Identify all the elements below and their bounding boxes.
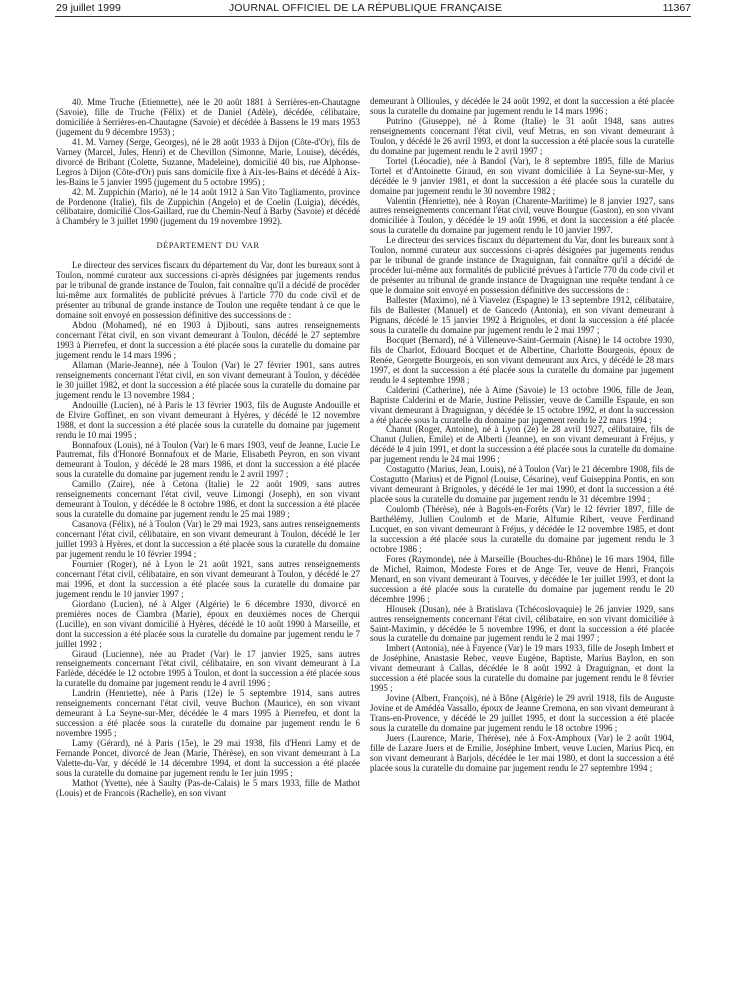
paragraph: Giordano (Lucien), né à Alger (Algérie) le 6 décembre 1930, divorcé en premières noces de Ciambra (Marie), époux en deuxièmes noces de Cherqui (Lucille), en son vivant domicilié à Hyères, décédé le 10 août 1990 à Marseille, et dont la succession a été placée sous la curatelle du domaine par jugement rendu le 7 juillet 1992 ; — [56, 598, 360, 649]
paragraph: Calderini (Catherine), née à Aime (Savoie) le 13 octobre 1906, fille de Jean, Baptiste Calderini et de Marie, Justine Pelissier, veuve de Camille Espaule, en son vivant demeurant à Draguignan, y décédée le 15 octobre 1992, et dont la succession a été placée sous la curatelle du domaine par jugement rendu le 22 mars 1994 ; — [370, 384, 674, 425]
paragraph: 40. Mme Truche (Etiennette), née le 20 août 1881 à Serrières-en-Chautagne (Savoie), fille de Truche (Félix) et de Daniel (Adèle), décédée, célibataire, domiciliée à Serrières-en-Chautagne (Savoie) et décédée à Bassens le 19 mars 1953 (jugement du 9 décembre 1953) ; — [56, 97, 360, 137]
header-rule — [55, 16, 691, 17]
paragraph: Andouille (Lucien), né à Paris le 13 février 1903, fils de Auguste Andouille et de Elvire Goffinet, en son vivant demeurant à Hyères, y décédé le 12 novembre 1988, et dont la succession a été placée sous la curatelle du domaine par jugement rendu le 10 mai 1995 ; — [56, 399, 360, 440]
paragraph: Chanut (Roger, Antoine), né à Lyon (2e) le 28 avril 1927, célibataire, fils de Chanut (Julien, Emile) et de Alberti (Jeanne), en son vivant demeurant à Fréjus, y décédé le 4 juin 1991, et dont la succession a été placée sous la curatelle du domaine par jugement rendu le 24 mai 1996 ; — [370, 424, 674, 465]
paragraph: Fores (Raymonde), née à Marseille (Bouches-du-Rhône) le 16 mars 1904, fille de Michel, Raimon, Modeste Fores et de Ange Ter, veuve de Henri, François Menard, en son vivant demeurant à Tourves, y décédée le 1er juillet 1993, et dont la succession a été placée sous la curatelle du domaine par jugement rendu le 20 décembre 1996 ; — [370, 553, 674, 604]
right-column — [370, 97, 674, 774]
paragraph: Bocquet (Bernard), né à Villeneuve-Saint-Germain (Aisne) le 14 octobre 1930, fils de Charlot, Edouard Bocquet et de Albertine, Charlotte Bourgeois, époux de Renée, Georgette Bourgeois, en son vivant demeurant aux Arcs, y décédé le 28 mars 1997, et dont la succession a été placée sous la curatelle du domaine par jugement rendu le 4 septembre 1998 ; — [370, 334, 674, 385]
paragraph: Camillo (Zaire), née à Cetona (Italie) le 22 août 1909, sans autres renseignements concernant l'état civil, veuve Limongi (Joseph), en son vivant demeurant à Toulon, y décédée le 8 octobre 1986, et dont la succession a été placée sous la curatelle du domaine par jugement rendu le 25 mai 1989 ; — [56, 479, 360, 520]
paragraph: demeurant à Ollioules, y décédée le 24 août 1992, et dont la succession a été placée sous la curatelle du domaine par jugement rendu le 14 mars 1996 ; — [370, 96, 674, 116]
paragraph: 41. M. Varney (Serge, Georges), né le 28 août 1933 à Dijon (Côte-d'Or), fils de Varney (Marcel, Jules, Henri) et de Chevillon (Simonne, Marie, Louise), décédés, divorcé de Bribant (Colette, Suzanne, Madeleine), domicilié 40 bis, rue Alphonse-Legros à Dijon (Côte-d'Or) puis sans domicile fixe à Aix-les-Bains et décédé à Aix-les-Bains le 5 janvier 1995 (jugement du 5 octobre 1995) ; — [56, 136, 360, 187]
paragraph: Costagutto (Marius, Jean, Louis), né à Toulon (Var) le 21 décembre 1908, fils de Costagutto (Marius) et de Pignol (Louise, Césarine), veuf Guiseppina Pontis, en son vivant demeurant à Brignoles, y décédé le 1er mai 1990, et dont la succession a été placée sous la curatelle du domaine par jugement rendu le 31 décembre 1994 ; — [370, 464, 674, 505]
paragraph: Le directeur des services fiscaux du département du Var, dont les bureaux sont à Toulon, nommé curateur aux successions ci-après désignées par jugements rendus par le tribunal de grande instance de Toulon, fait connaître qu'il a décidé de procéder lui-même aux formalités de publicité prévues à l'article 770 du code civil et de présenter au tribunal de grande instance de Toulon une requête tendant à ce que le domaine soit envoyé en possession définitive des successions de : — [56, 260, 360, 321]
paragraph: Tortel (Léocadie), née à Bandol (Var), le 8 septembre 1895, fille de Marius Tortel et d'Antoinette Giraud, en son vivant domiciliée à La Seyne-sur-Mer, y décédée le 9 janvier 1981, et dont la succession a été placée sous la curatelle du domaine par jugement rendu le 30 novembre 1982 ; — [370, 155, 674, 196]
paragraph: Giraud (Lucienne), née au Pradet (Var) le 17 janvier 1925, sans autres renseignements concernant l'état civil, célibataire, en son vivant demeurant à La Farlède, décédée le 12 octobre 1995 à Toulon, et dont la succession a été placée sous la curatelle du domaine par jugement rendu le 4 avril 1996 ; — [56, 648, 360, 689]
paragraph: 42. M. Zuppichin (Mario), né le 14 août 1912 à San Vito Tagliamento, province de Pordenone (Italie), fils de Zuppichin (Angelo) et de Coelin (Luigia), décédés, célibataire, domicilié Clos-Gaillard, rue du Chemin-Neuf à Barby (Savoie) et décédé à Chambéry le 3 juillet 1990 (jugement du 19 novembre 1992). — [56, 186, 360, 227]
section-heading: DÉPARTEMENT DU VAR — [156, 240, 260, 251]
paragraph: Juers (Laurence, Marie, Thérèse), née à Fox-Amphoux (Var) le 2 août 1904, fille de Lazare Juers et de Emilie, Joséphine Imbert, veuve Lucien, Marius Picq, en son vivant demeurant à Barjols, décédée le 1er mai 1980, et dont la succession a été placée sous la curatelle du domaine par jugement rendu le 27 septembre 1994 ; — [370, 733, 674, 773]
left-column — [56, 98, 360, 799]
paragraph: Mathot (Yvette), née à Saulty (Pas-de-Calais) le 5 mars 1933, fille de Mathot (Louis) et de Francois (Rachelle), en son vivant — [56, 777, 360, 798]
paragraph: Le directeur des services fiscaux du département du Var, dont les bureaux sont à Toulon, nommé curateur aux successions ci-après désignées par jugements rendus par le tribunal de grande instance de Draguignan, fait connaître qu'il a décidé de procéder lui-même aux formalités de publicité prévues à l'article 770 du code civil et de présenter au tribunal de grande instance de Draguignan une requête tendant à ce que le domaine soit envoyé en possession définitive des successions de : — [370, 235, 674, 296]
paragraph: Jovine (Albert, François), né à Bône (Algérie) le 29 avril 1918, fils de Auguste Jovine et de Amédéa Vassallo, époux de Jeanne Cremona, en son vivant demeurant à Trans-en-Provence, y décédé le 29 juillet 1995, et dont la succession a été placée sous la curatelle du domaine par jugement rendu le 18 octobre 1996 ; — [370, 693, 674, 734]
paragraph: Coulomb (Thérèse), née à Bagols-en-Forêts (Var) le 12 février 1897, fille de Barthélémy, Jullien Coulomb et de Marie, Alfumie Ribert, veuve Ferdinand Lucquet, en son vivant demeurant à Fréjus, y décédée le 12 novembre 1985, et dont la succession a été placée sous la curatelle du domaine par jugement rendu le 3 octobre 1986 ; — [370, 504, 674, 554]
paragraph: Bonnafoux (Louis), né à Toulon (Var) le 6 mars 1903, veuf de Jeanne, Lucie Le Pautremat, fils d'Honoré Bonnafoux et de Marie, Elisabeth Peyron, en son vivant demeurant à Toulon, y décédé le 28 mars 1986, et dont la succession a été placée sous la curatelle du domaine par jugement rendu le 2 avril 1997 ; — [56, 439, 360, 480]
paragraph: Ballester (Maximo), né à Viavelez (Espagne) le 13 septembre 1912, célibataire, fils de Ballester (Manuel) et de Gancedo (Antonia), en son vivant demeurant à Pignans, décédé le 15 janvier 1992 à Brignoles, et dont la succession a été placée sous la curatelle du domaine par jugement rendu le 2 mai 1997 ; — [370, 295, 674, 335]
paragraph: Valentin (Henriette), née à Royan (Charente-Maritime) le 8 janvier 1927, sans autres renseignements concernant l'état civil, veuve Bourgue (Gaston), en son vivant domiciliée à Toulon, y décédée le 19 août 1996, et dont la succession a été placée sous la curatelle du domaine par jugement rendu le 10 janvier 1997. — [370, 195, 674, 236]
paragraph: Hlousek (Dusan), née à Bratislava (Tchécoslovaquie) le 26 janvier 1929, sans autres renseignements concernant l'état civil, célibataire, en son vivant domiciliée à Saint-Maximin, y décédée le 5 novembre 1996, et dont la succession a été placée sous la curatelle du domaine par jugement rendu le 2 mai 1997 ; — [370, 603, 674, 644]
paragraph: Imbert (Antonia), née à Fayence (Var) le 19 mars 1933, fille de Joseph Imbert et de Joséphine, Anastasie Rebec, veuve Eugène, Baptiste, Marius Baylon, en son vivant demeurant à Callas, décédée le 8 août 1992 à Draguignan, et dont la succession a été placée sous la curatelle du domaine par jugement rendu le 8 février 1995 ; — [370, 643, 674, 694]
paragraph: Casanova (Félix), né à Toulon (Var) le 29 mai 1923, sans autres renseignements concernant l'état civil, célibataire, en son vivant demeurant à Toulon, décédé le 1er juillet 1993 à Hyères, et dont la succession a été placée sous la curatelle du domaine par jugement rendu le 10 février 1994 ; — [56, 519, 360, 559]
paragraph: Fournier (Roger), né à Lyon le 21 août 1921, sans autres renseignements concernant l'état civil, célibataire, en son vivant demeurant à Toulon, y décédé le 27 mai 1996, et dont la succession a été placée sous la curatelle du domaine par jugement rendu le 10 janvier 1997 ; — [56, 558, 360, 599]
paragraph: Putrino (Giuseppe), né à Rome (Italie) le 31 août 1948, sans autres renseignements concernant l'état civil, veuf Metras, en son vivant demeurant à Toulon, y décédé le 26 avril 1993, et dont la succession a été placée sous la curatelle du domaine par jugement rendu le 2 avril 1997 ; — [370, 115, 674, 156]
paragraph: Allaman (Marie-Jeanne), née à Toulon (Var) le 27 février 1901, sans autres renseignements concernant l'état civil, en son vivant demeurant à Toulon, y décédée le 30 juillet 1982, et dont la succession a été placée sous la curatelle du domaine par jugement rendu le 13 novembre 1984 ; — [56, 359, 360, 400]
header-page-number: 11367 — [662, 2, 691, 14]
header-title: JOURNAL OFFICIEL DE LA RÉPUBLIQUE FRANÇAISE — [228, 2, 503, 14]
header-date: 29 juillet 1999 — [56, 2, 121, 14]
paragraph: Abdou (Mohamed), né en 1903 à Djibouti, sans autres renseignements concernant l'état civil, en son vivant demeurant à Toulon, décédé le 27 septembre 1993 à Pierrefeu, et dont la succession a été placée sous la curatelle du domaine par jugement rendu le 14 mars 1996 ; — [56, 320, 360, 360]
paragraph: Landrin (Henriette), née à Paris (12e) le 5 septembre 1914, sans autres renseignements concernant l'état civil, veuve Buchon (Maurice), en son vivant demeurant à La Seyne-sur-Mer, décédée le 4 mars 1995 à Pierrefeu, et dont la succession a été placée sous la curatelle du domaine par jugement rendu le 6 novembre 1995 ; — [56, 688, 360, 739]
paragraph: Lamy (Gérard), né à Paris (15e), le 29 mai 1938, fils d'Henri Lamy et de Fernande Poncet, divorcé de Jean (Marie, Thérèse), en son vivant demeurant à La Valette-du-Var, y décédé le 14 décembre 1994, et dont la succession a été placée sous la curatelle du domaine par jugement rendu le 1er juin 1995 ; — [56, 738, 360, 778]
